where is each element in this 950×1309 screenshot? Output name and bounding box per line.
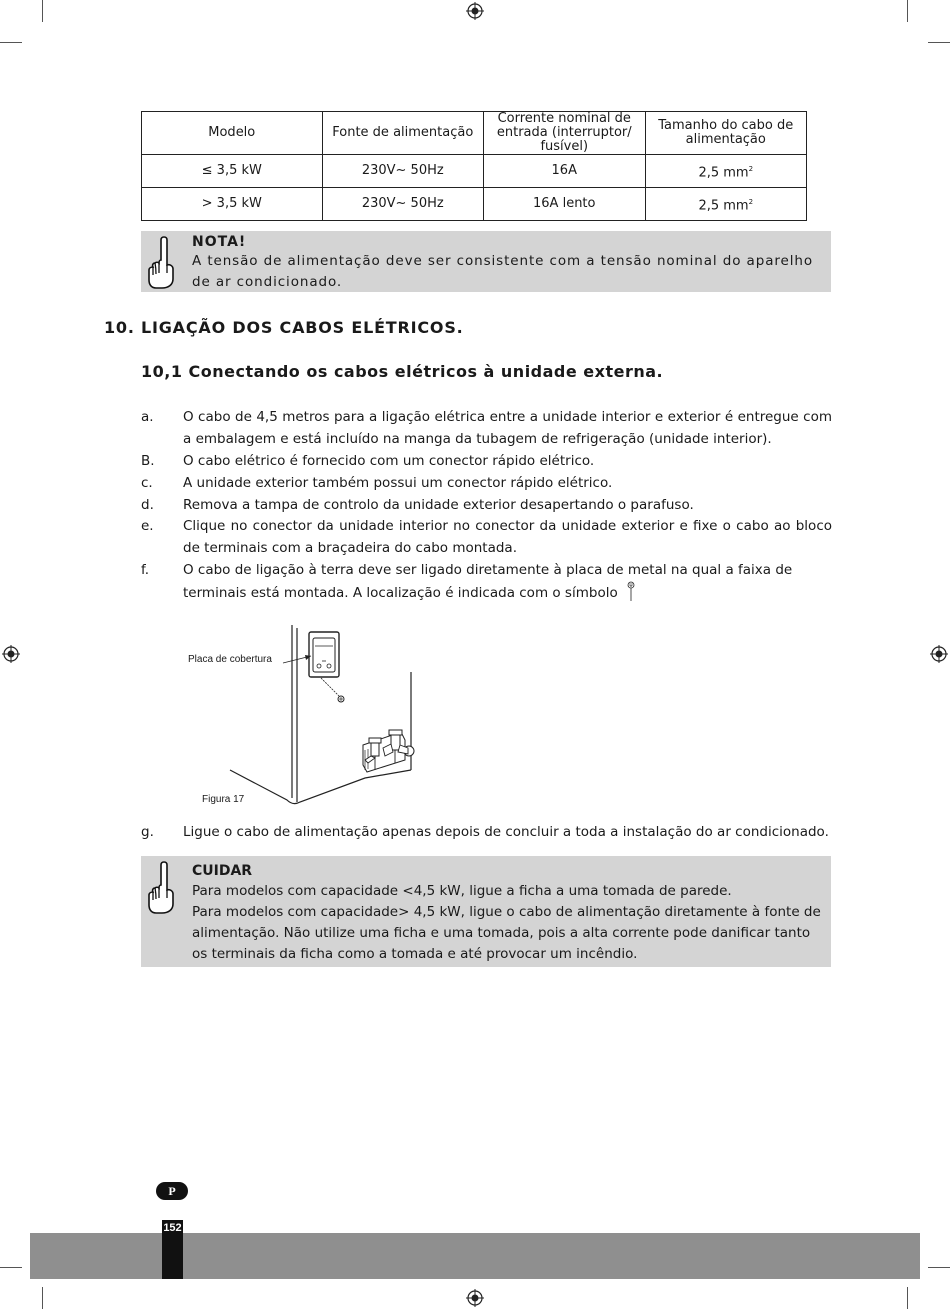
table-header: Tamanho do cabo de alimentação [645,112,807,155]
section-number: 10. [104,318,135,337]
table-cell: 16A lento [484,188,645,221]
superscript: 2 [748,197,754,206]
crop-mark [907,1287,908,1309]
registration-mark-icon [930,645,948,663]
list-text-content: O cabo de ligação à terra deve ser ligado diretamente à placa de metal na qual a faixa de terminais está montada. A localização é indicada com o símbolo [183,562,793,601]
list-text: O cabo de 4,5 metros para a ligação elétrica entre a unidade interior e exterior é entregue com a embalagem e está incluído na manga da tubagem de refrigeração (unidade interior). [183,409,832,447]
list-item [141,821,832,843]
table-cell: > 3,5 kW [142,188,323,221]
list-item [141,515,832,559]
list-marker: e. [141,518,154,534]
earth-symbol-icon [626,581,636,603]
figure-caption: Figura 17 [202,794,245,805]
crop-mark [907,0,908,22]
pointing-hand-icon [146,235,178,289]
table-cell: ≤ 3,5 kW [142,155,323,188]
list-marker: B. [141,453,155,469]
note-title: NOTA! [192,234,247,250]
section-title: LIGAÇÃO DOS CABOS ELÉTRICOS. [141,318,464,337]
list-item [141,472,832,494]
table-cell: 16A [484,155,645,188]
caution-line: Para modelos com capacidade> 4,5 kW, ligue o cabo de alimentação diretamente à fonte de alimentação. Não utilize uma ficha e uma tomada, pois a alta corrente pode danificar tanto os terminais da ficha como a tomada e até provocar um incêndio. [192,904,821,962]
caution-text [192,881,824,965]
table-cell: 230V~ 50Hz [322,188,483,221]
crop-mark [928,42,950,43]
language-badge: P [156,1182,188,1200]
note-box [141,231,831,292]
table-cell [645,188,807,221]
power-spec-table [141,111,807,221]
list-marker: d. [141,497,154,513]
page-number: 152 [163,1222,182,1234]
list-text [183,559,832,604]
subsection-heading: 10,1 Conectando os cabos elétricos à unidade externa. [141,362,664,381]
table-header: Corrente nominal de entrada (interruptor/ fusível) [484,112,645,155]
registration-mark-icon [466,2,484,20]
table-row [142,155,807,188]
list-text: A unidade exterior também possui um conector rápido elétrico. [183,475,613,491]
caution-box [141,856,831,967]
list-text: Remova a tampa de controlo da unidade exterior desapertando o parafuso. [183,497,694,513]
list-marker: c. [141,475,153,491]
registration-mark-icon [2,645,20,663]
registration-mark-icon [466,1289,484,1307]
caution-title: CUIDAR [192,863,253,879]
list-text: Ligue o cabo de alimentação apenas depois de concluir a toda a instalação do ar condicionado. [183,824,829,840]
cover-plate-label: Placa de cobertura [188,654,272,665]
note-text: A tensão de alimentação deve ser consistente com a tensão nominal do aparelho de ar condicionado. [192,253,813,290]
pointing-hand-icon [146,860,178,914]
list-marker: a. [141,409,154,425]
table-cell: 230V~ 50Hz [322,155,483,188]
table-header: Fonte de alimentação [322,112,483,155]
list-text: Clique no conector da unidade interior no conector da unidade exterior e fixe o cabo ao bloco de terminais com a braçadeira do cabo montada. [183,518,832,556]
list-text: O cabo elétrico é fornecido com um conector rápido elétrico. [183,453,595,469]
list-marker: f. [141,562,150,578]
superscript: 2 [748,164,754,173]
list-item [141,450,832,472]
list-item [141,559,832,604]
table-header: Modelo [142,112,323,155]
section-heading [104,318,464,337]
cable-size: 2,5 mm [698,198,749,214]
cable-size: 2,5 mm [698,165,749,181]
figure-17-drawing [225,620,425,810]
crop-mark [0,42,22,43]
table-cell [645,155,807,188]
list-item [141,494,832,516]
list-marker: g. [141,824,154,840]
list-item [141,406,832,450]
crop-mark [42,0,43,22]
table-header-row [142,112,807,155]
crop-mark [42,1287,43,1309]
table-row [142,188,807,221]
crop-mark [0,1267,22,1268]
crop-mark [928,1267,950,1268]
caution-line: Para modelos com capacidade <4,5 kW, ligue a ficha a uma tomada de parede. [192,883,732,899]
